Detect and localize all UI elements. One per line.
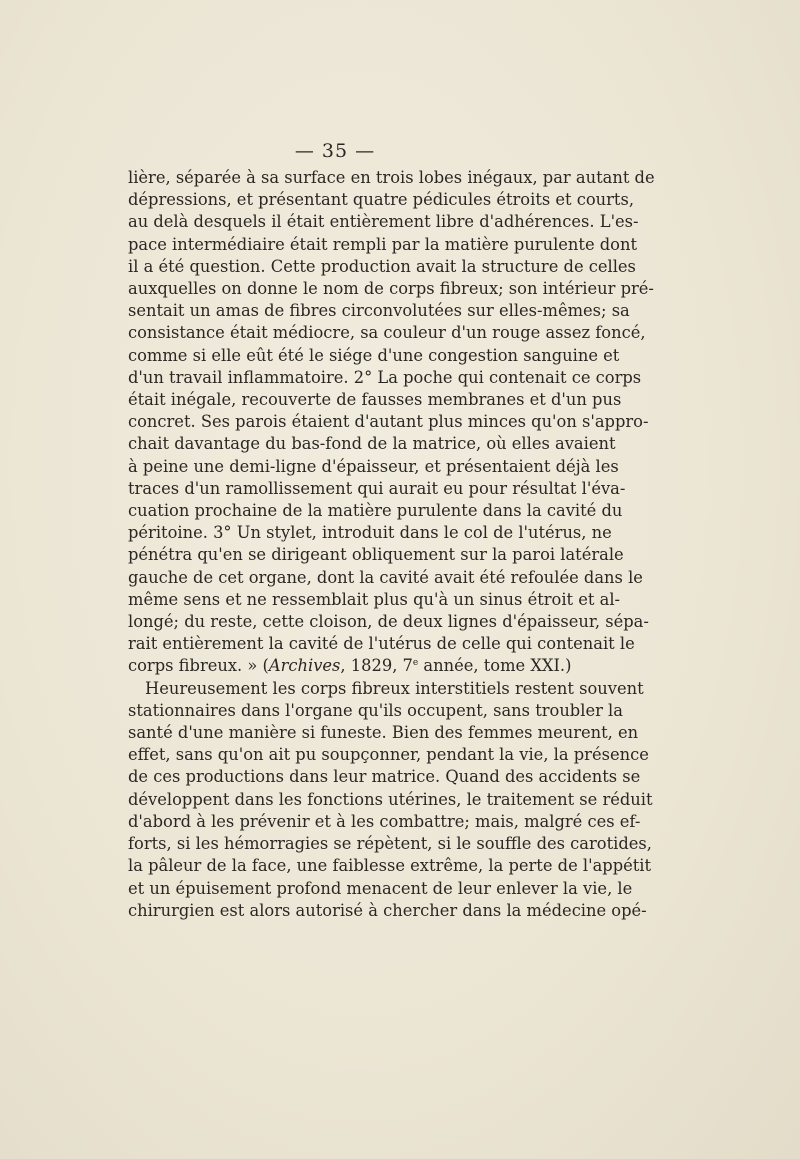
citation-line <box>128 655 572 677</box>
text-line: et un épuisement profond menacent de leur enlever la vie, le <box>128 878 633 898</box>
text-line: concret. Ses parois étaient d'autant plus minces qu'on s'appro- <box>128 412 649 432</box>
text-line: comme si elle eût été le siége d'une congestion sanguine et <box>128 345 620 365</box>
text-line: dépressions, et présentant quatre pédicules étroits et courts, <box>128 190 635 210</box>
text-line: Heureusement les corps fibreux interstitiels restent souvent <box>145 678 644 698</box>
text-line: péritoine. 3° Un stylet, introduit dans le col de l'utérus, ne <box>128 523 612 543</box>
text-line: développent dans les fonctions utérines, le traitement se réduit <box>128 789 653 809</box>
text-line: effet, sans qu'on ait pu soupçonner, pendant la vie, la présence <box>128 745 649 765</box>
text-line: sentait un amas de fibres circonvolutées sur elles-mêmes; sa <box>128 301 630 321</box>
text-line: forts, si les hémorragies se répètent, si le souffle des carotides, <box>128 834 652 854</box>
text-line: pénétra qu'en se dirigeant obliquement sur la paroi latérale <box>128 545 624 565</box>
text-line: santé d'une manière si funeste. Bien des femmes meurent, en <box>128 723 639 743</box>
text-line <box>128 655 572 677</box>
body-text <box>128 167 655 922</box>
text-line: il a été question. Cette production avait la structure de celles <box>128 256 636 276</box>
citation-year: , 1829, 7 <box>340 656 413 676</box>
paragraph <box>128 678 653 922</box>
text-line: d'abord à les prévenir et à les combattre; mais, malgré ces ef- <box>128 811 641 831</box>
page-number: — 35 — <box>294 140 376 162</box>
citation-text: corps fibreux. » ( <box>128 656 269 676</box>
text-line: traces d'un ramollissement qui aurait eu pour résultat l'éva- <box>128 478 626 498</box>
text-line: longé; du reste, cette cloison, de deux lignes d'épaisseur, sépa- <box>128 612 649 632</box>
text-line: lière, séparée à sa surface en trois lobes inégaux, par autant de <box>128 168 655 187</box>
citation-volume: année, tome XXI.) <box>418 656 572 676</box>
text-line: de ces productions dans leur matrice. Quand des accidents se <box>128 767 641 787</box>
text-line: chait davantage du bas-fond de la matrice, où elles avaient <box>128 434 616 454</box>
text-line: auxquelles on donne le nom de corps fibreux; son intérieur pré- <box>128 279 654 299</box>
paragraph <box>128 167 655 655</box>
text-line: chirurgien est alors autorisé à chercher dans la médecine opé- <box>128 900 647 920</box>
citation-source: Archives <box>268 656 341 676</box>
text-line: consistance était médiocre, sa couleur d'un rouge assez foncé, <box>128 323 646 343</box>
text-line: gauche de cet organe, dont la cavité avait été refoulée dans le <box>128 567 643 587</box>
text-line: au delà desquels il était entièrement libre d'adhérences. L'es- <box>128 212 639 232</box>
text-line: à peine une demi-ligne d'épaisseur, et présentaient déjà les <box>128 456 619 476</box>
text-line: stationnaires dans l'organe qu'ils occupent, sans troubler la <box>128 700 623 720</box>
text-line: même sens et ne ressemblait plus qu'à un sinus étroit et al- <box>128 589 621 609</box>
text-line: rait entièrement la cavité de l'utérus de celle qui contenait le <box>128 634 635 654</box>
ordinal-superscript: e <box>412 658 419 669</box>
text-line: la pâleur de la face, une faiblesse extrême, la perte de l'appétit <box>128 856 652 876</box>
text-line: cuation prochaine de la matière purulente dans la cavité du <box>128 501 623 521</box>
text-line: pace intermédiaire était rempli par la matière purulente dont <box>128 234 638 254</box>
text-line: d'un travail inflammatoire. 2° La poche qui contenait ce corps <box>128 367 642 387</box>
text-line: était inégale, recouverte de fausses membranes et d'un pus <box>128 390 622 410</box>
